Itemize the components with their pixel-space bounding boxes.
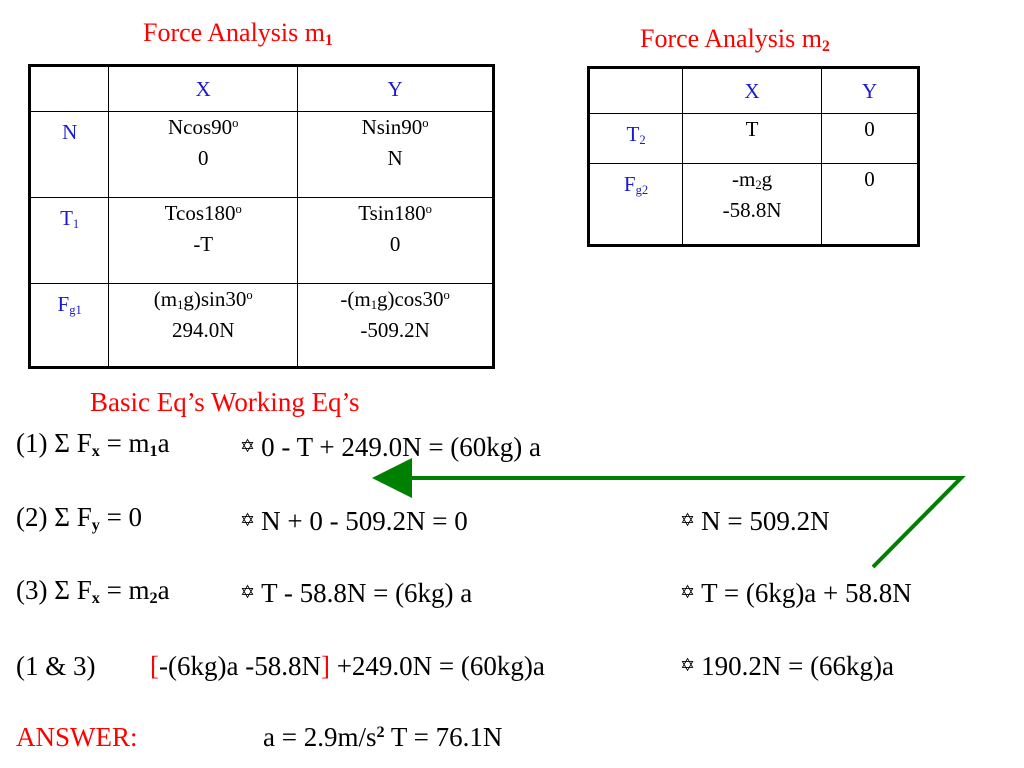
row-label-t2: $T_2$ [589, 114, 683, 164]
cell-n-y: Nsin90$^o$ N [298, 112, 494, 198]
cell-t2-y: 0 [822, 114, 919, 164]
equation-3-working: ✡ T - 58.8N = (6kg) a [240, 578, 473, 608]
combined-result: ✡ 190.2N = (66kg)a [680, 651, 895, 681]
cell-fg2-x: $-m_2g$ -58.8N [683, 164, 822, 246]
star-icon: ✡ [680, 655, 696, 676]
row-label-fg1: $F_{g1}$ [30, 284, 109, 368]
row-label-fg2: $F_{g2}$ [589, 164, 683, 246]
equation-2-basic: (2) Σ $F_y = 0$ [16, 502, 143, 535]
cell-fg1-y: $-(m_1g)\cos 30^o$ -509.2N [298, 284, 494, 368]
cell-t2-x: T [683, 114, 822, 164]
star-icon: ✡ [240, 436, 256, 457]
cell-t1-y: Tsin180$^o$ 0 [298, 198, 494, 284]
cell-fg2-y: 0 [822, 164, 919, 246]
star-icon: ✡ [240, 582, 256, 603]
row-label-n: N [30, 112, 109, 198]
equation-1-basic: (1) Σ $F_x = m_1a$ [16, 428, 170, 461]
equation-3-result: ✡ T = (6kg)a + 58.8N [680, 578, 912, 608]
row-label-t1: $T_1$ [30, 198, 109, 284]
equation-1-working: ✡ 0 - T + 249.0N = (60kg) a [240, 432, 542, 462]
header-y: Y [298, 66, 494, 112]
cell-t1-x: Tcos180$^o$ -T [109, 198, 298, 284]
answer-values: $a = 2.9m/s^2$ T = 76.1N [263, 722, 503, 752]
header-y: Y [822, 68, 919, 114]
equations-header: Basic Eq’s Working Eq’s [90, 387, 360, 417]
combined-equation: [-(6kg)a -58.8N] +249.0N = (60kg)a [150, 651, 545, 681]
star-icon: ✡ [680, 510, 696, 531]
title-m2: Force Analysis $m_2$ [640, 24, 830, 55]
star-icon: ✡ [240, 510, 256, 531]
cell-n-x: Ncos90$^o$ 0 [109, 112, 298, 198]
header-x: X [109, 66, 298, 112]
title-m1: Force Analysis $m_1$ [143, 18, 333, 49]
equation-3-basic: (3) Σ $F_x = m_2a$ [16, 575, 170, 608]
cell-fg1-x: $(m_1g)\sin 30^o$ 294.0N [109, 284, 298, 368]
answer-label: ANSWER: [16, 722, 138, 752]
equation-2-working: ✡ N + 0 - 509.2N = 0 [240, 506, 468, 536]
star-icon: ✡ [680, 582, 696, 603]
equation-2-result: ✡ N = 509.2N [680, 506, 830, 536]
header-x: X [683, 68, 822, 114]
combined-label: (1 & 3) [16, 651, 96, 681]
